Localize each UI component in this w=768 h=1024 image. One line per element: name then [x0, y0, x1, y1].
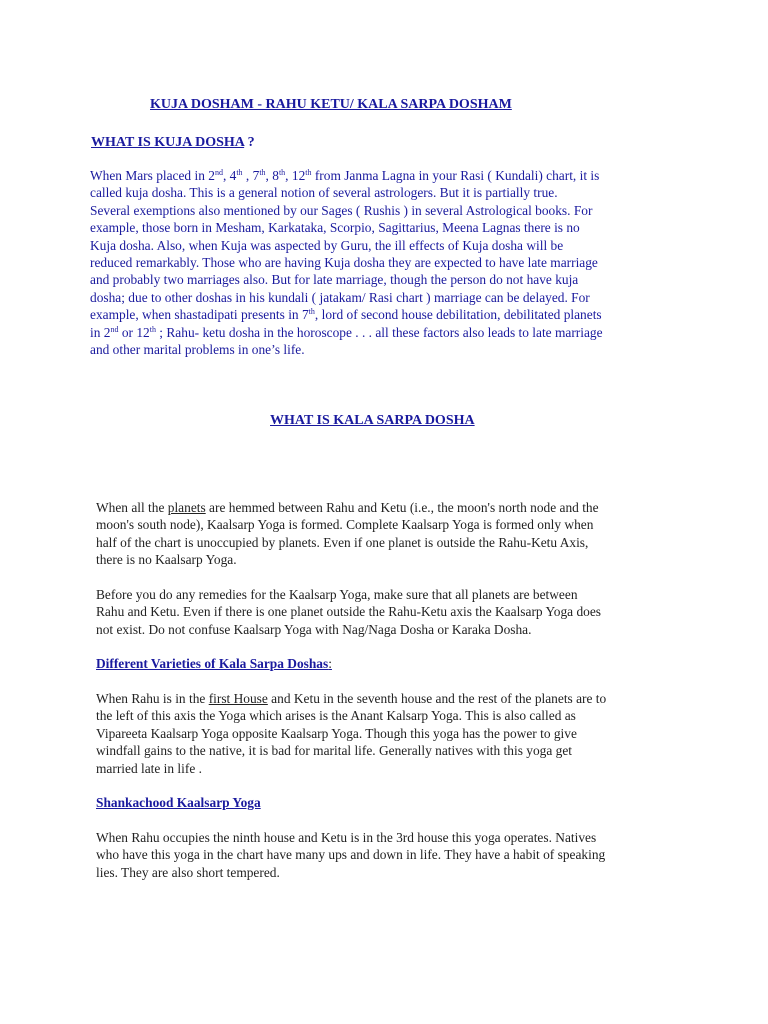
shankachood-heading: Shankachood Kaalsarp Yoga [96, 795, 261, 810]
text-run: , 7 [242, 168, 260, 183]
superscript: th [259, 168, 266, 177]
kuja-line-6: reduced remarkably. Those who are having Kuja dosha they are expected to have late marriage [90, 255, 598, 271]
text-run: ; Rahu- ketu dosha in the horoscope . . . all these factors also leads to late marriage [155, 324, 603, 340]
text-run: or 12 [118, 324, 150, 340]
kala-p4-line-1: When Rahu occupies the ninth house and Ketu is in the 3rd house this yoga operates. Natives [96, 830, 597, 845]
kuja-line-1 [90, 167, 682, 184]
superscript: nd [110, 324, 119, 334]
superscript: nd [214, 168, 223, 177]
kala-paragraph-2 [96, 586, 686, 638]
kala-paragraph-3 [96, 690, 686, 777]
kala-p3-line-2: the left of this axis the Yoga which arises is the Anant Kalsarp Yoga. This is also called as [96, 708, 576, 724]
text-run: example, when shastadipati presents in 7 [90, 307, 309, 323]
text-run: , lord of second house debilitation, debilitated planets [314, 307, 602, 323]
kala-p3-line-4: windfall gains to the native, it is bad for marital life. Generally natives with this yoga get [96, 743, 572, 759]
kala-p1-line-2: moon's south node), Kaalsarp Yoga is formed. Complete Kaalsarp Yoga is formed only when [96, 517, 594, 533]
text-run: When all the [96, 500, 168, 515]
kala-p2-line-3: not exist. Do not confuse Kaalsarp Yoga with Nag/Naga Dosha or Karaka Dosha. [96, 621, 532, 637]
text-run: from Janma Lagna in your Rasi ( Kundali) chart, it is [311, 168, 600, 183]
kala-p3-line-5: married late in life . [96, 760, 202, 776]
text-run: in 2 [90, 324, 111, 340]
kala-paragraph-4 [96, 829, 686, 881]
kuja-line-5: Kuja dosha. Also, when Kuja was aspected by Guru, the ill effects of Kuja dosha will be [90, 237, 564, 253]
kuja-line-7: and probably two marriages also. But for late marriage, though the person do not have kuja [90, 272, 579, 288]
superscript: th [236, 168, 243, 177]
superscript: th [149, 324, 156, 334]
text-run: , 12 [285, 168, 306, 183]
kala-paragraph-1 [96, 499, 686, 569]
superscript: th [305, 168, 312, 177]
kala-p3-line-1 [96, 690, 686, 707]
kuja-line-9 [90, 306, 682, 323]
varieties-heading-colon: : [328, 656, 332, 671]
kala-p4-line-2: who have this yoga in the chart have many ups and down in life. They have a habit of speaking [96, 847, 606, 863]
superscript: th [278, 168, 286, 177]
text-run: , 4 [222, 168, 237, 183]
kuja-line-10 [90, 324, 682, 341]
kuja-line-4: example, those born in Mesham, Karkataka, Scorpio, Sagittarius, Meena Lagnas there is no [90, 220, 580, 236]
varieties-heading [96, 656, 332, 672]
text-run: are hemmed between Rahu and Ketu (i.e., the moon's north node and the [205, 500, 599, 515]
kala-p2-line-1: Before you do any remedies for the Kaalsarp Yoga, make sure that all planets are between [96, 587, 578, 602]
kuja-dosha-heading [91, 135, 255, 151]
kuja-line-2: called kuja dosha. This is a general notion of several astrologers. But it is partially true. [90, 185, 558, 201]
kuja-line-3: Several exemptions also mentioned by our Sages ( Rushis ) in several Astrological books. For [90, 202, 593, 218]
kala-p1-line-3: half of the chart is unoccupied by planets. Even if one planet is outside the Rahu-Ketu Axis, [96, 534, 589, 550]
superscript: th [308, 307, 315, 317]
kuja-dosha-heading-text: WHAT IS KUJA DOSHA [91, 135, 245, 150]
kala-p3-line-3: Vipareeta Kaalsarp Yoga opposite Kaalsarp Yoga. Though this yoga has the power to give [96, 725, 577, 741]
text-run: , 8 [265, 168, 279, 183]
kala-p4-line-3: lies. They are also short tempered. [96, 864, 280, 880]
text-run: and Ketu in the seventh house and the rest of the planets are to [267, 691, 607, 706]
planets-link[interactable]: planets [167, 500, 206, 515]
kuja-line-8: dosha; due to other doshas in his kundali ( jatakam/ Rasi chart ) marriage can be delayed. For [90, 289, 590, 305]
kuja-dosha-paragraph [90, 167, 682, 358]
document-title: KUJA DOSHAM - RAHU KETU/ KALA SARPA DOSHAM [150, 97, 512, 112]
kala-p2-line-2: Rahu and Ketu. Even if there is one planet outside the Rahu-Ketu axis the Kaalsarp Yoga does [96, 604, 601, 620]
text-run: When Mars placed in 2 [90, 168, 215, 183]
kala-p1-line-4: there is no Kaalsarp Yoga. [96, 552, 237, 568]
kala-p1-line-1 [96, 499, 686, 516]
kuja-line-11: and other marital problems in one’s life. [90, 342, 305, 358]
kala-sarpa-dosha-heading: WHAT IS KALA SARPA DOSHA [270, 413, 475, 428]
text-run: When Rahu is in the [96, 691, 209, 706]
kuja-dosha-heading-suffix: ? [244, 135, 255, 150]
first-house-link[interactable]: first House [208, 691, 268, 706]
varieties-heading-text: Different Varieties of Kala Sarpa Doshas [96, 656, 329, 671]
